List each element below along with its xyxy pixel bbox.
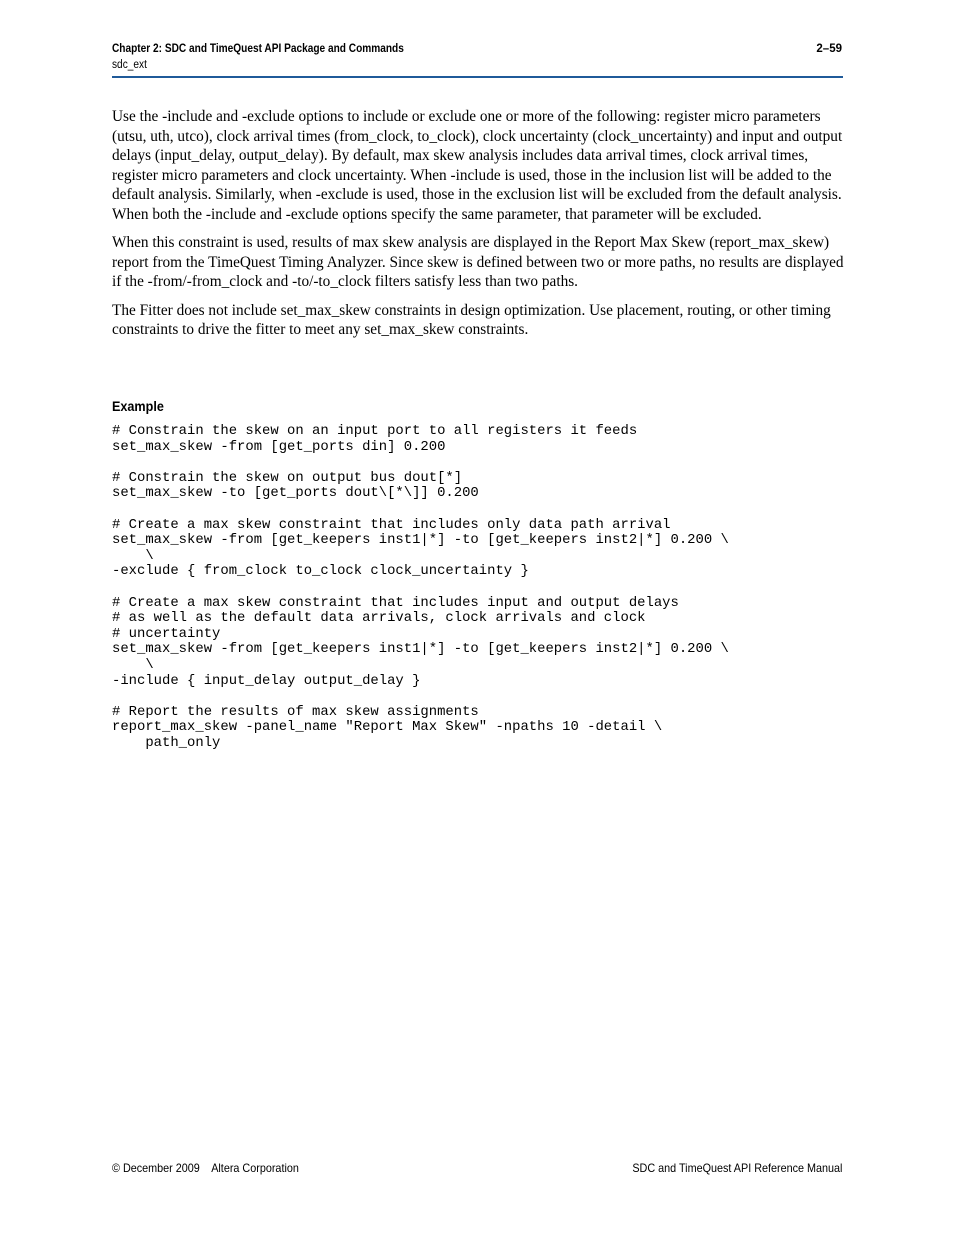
chapter-title: Chapter 2: SDC and TimeQuest API Package and Commands (112, 43, 404, 55)
paragraph-report-results: When this constraint is used, results of max skew analysis are displayed in the Report Max Skew (report_max_skew) report from the TimeQuest Timing Analyzer. Since skew is defined between two or more paths, no results are displayed if the -from/-from_clock and -to/-to_clock filters satisfy less than two paths. (112, 234, 844, 290)
paragraph-include-exclude: Use the -include and -exclude options to include or exclude one or more of the following: register micro parameters (utsu, uth, utco), clock arrival times (from_clock, to_clock), clock uncertainty (clock_uncertainty) and input and output delays (input_delay, output_delay). By default, max skew analysis includes data arrival times, clock arrival times, register micro parameters and clock uncertainty. When -include is used, those in the inclusion list will be added to the default analysis. Similarly, when -exclude is used, those in the exclusion list will be excluded from the default analysis. When both the -include and -exclude options specify the same parameter, that parameter will be excluded. (112, 108, 843, 223)
footer-manual-title: SDC and TimeQuest API Reference Manual (631, 1161, 842, 1175)
body-text (112, 107, 844, 349)
page-number: 2–59 (816, 43, 842, 55)
header-rule (112, 76, 843, 78)
code-example: # Constrain the skew on an input port to all registers it feeds set_max_skew -from [get_ports din] 0.200 # Constrain the skew on output bus dout[*] set_max_skew -to [get_ports dout\[*\]] 0.200 # Create a max skew constraint that includes only data path arrival set_max_skew -from [get_keepers inst1|*] -to [get_keepers inst2|*] 0.200 \ \ -exclude { from_clock to_clock clock_uncertainty } # Create a max skew constraint that includes input and output delays # as well as the default data arrivals, clock arrivals and clock # uncertainty set_max_skew -from [get_keepers inst1|*] -to [get_keepers inst2|*] 0.200 \ \ -include { input_delay output_delay } # Report the results of max skew assignments report_max_skew -panel_name "Report Max Skew" -npaths 10 -detail \ path_only (112, 423, 729, 751)
footer-copyright: © December 2009 Altera Corporation (112, 1161, 299, 1175)
page-header (112, 43, 842, 79)
section-name: sdc_ext (112, 59, 147, 71)
example-heading: Example (112, 398, 164, 414)
paragraph-fitter-note: The Fitter does not include set_max_skew constraints in design optimization. Use placement, routing, or other timing constraints to drive the fitter to meet any set_max_skew constraints. (112, 301, 831, 338)
